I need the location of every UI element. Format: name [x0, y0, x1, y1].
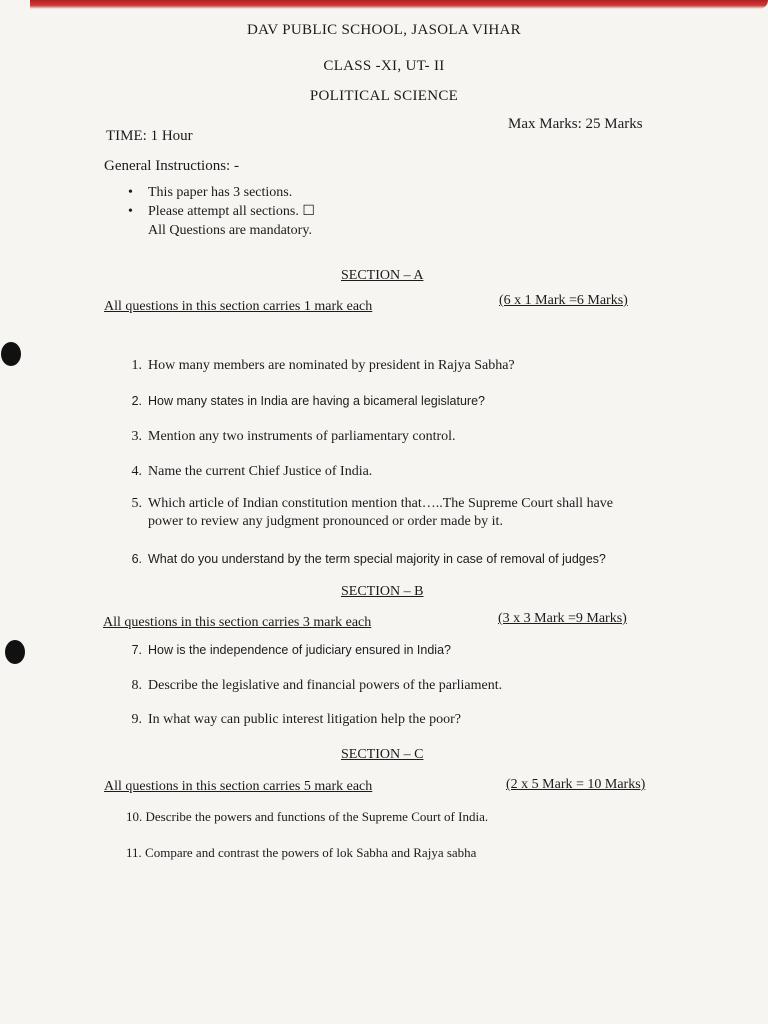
question-item: 7. How is the independence of judiciary ensured in India? — [131, 643, 451, 657]
question-item: 3. Mention any two instruments of parliamentary control. — [131, 429, 456, 444]
time-label: TIME: 1 Hour — [106, 128, 193, 144]
question-item: 6. What do you understand by the term special majority in case of removal of judges? — [131, 552, 606, 566]
subject-title: POLITICAL SCIENCE — [309, 88, 459, 104]
section-b-marks: (3 x 3 Mark =9 Marks) — [498, 611, 627, 626]
question-item: 11. Compare and contrast the powers of lok Sabha and Rajya sabha — [126, 845, 477, 860]
class-title: CLASS -XI, UT- II — [323, 58, 445, 74]
question-item: 2. How many states in India are having a bicameral legislature? — [131, 394, 485, 408]
section-c-note: All questions in this section carries 5 mark each — [104, 779, 373, 794]
question-item: 10. Describe the powers and functions of the Supreme Court of India. — [126, 809, 489, 824]
instructions-heading: General Instructions: - — [104, 158, 239, 174]
instruction-item: • This paper has 3 sections. — [128, 185, 293, 200]
question-item: 9. In what way can public interest litigation help the poor? — [131, 712, 461, 727]
question-item: 5. Which article of Indian constitution mention that…..The Supreme Court shall have power to review any judgment pronounced or order made by it. — [131, 496, 613, 529]
question-item: 8. Describe the legislative and financial powers of the parliament. — [131, 678, 503, 693]
instruction-item: All Questions are mandatory. — [148, 223, 312, 238]
question-item: 1. How many members are nominated by president in Rajya Sabha? — [131, 358, 515, 373]
max-marks: Max Marks: 25 Marks — [508, 116, 643, 132]
section-a-title: SECTION – A — [341, 268, 424, 283]
section-b-note: All questions in this section carries 3 mark each — [103, 615, 372, 630]
question-item: 4. Name the current Chief Justice of India. — [131, 464, 373, 479]
section-c-marks: (2 x 5 Mark = 10 Marks) — [506, 777, 646, 792]
instructions-list — [128, 183, 315, 240]
section-b-title: SECTION – B — [341, 584, 424, 599]
section-c-title: SECTION – C — [341, 747, 424, 762]
section-a-note: All questions in this section carries 1 mark each — [104, 299, 373, 314]
section-a-marks: (6 x 1 Mark =6 Marks) — [499, 293, 628, 308]
school-name: DAV PUBLIC SCHOOL, JASOLA VIHAR — [247, 22, 521, 38]
instruction-item: • Please attempt all sections. ☐ — [128, 204, 315, 219]
